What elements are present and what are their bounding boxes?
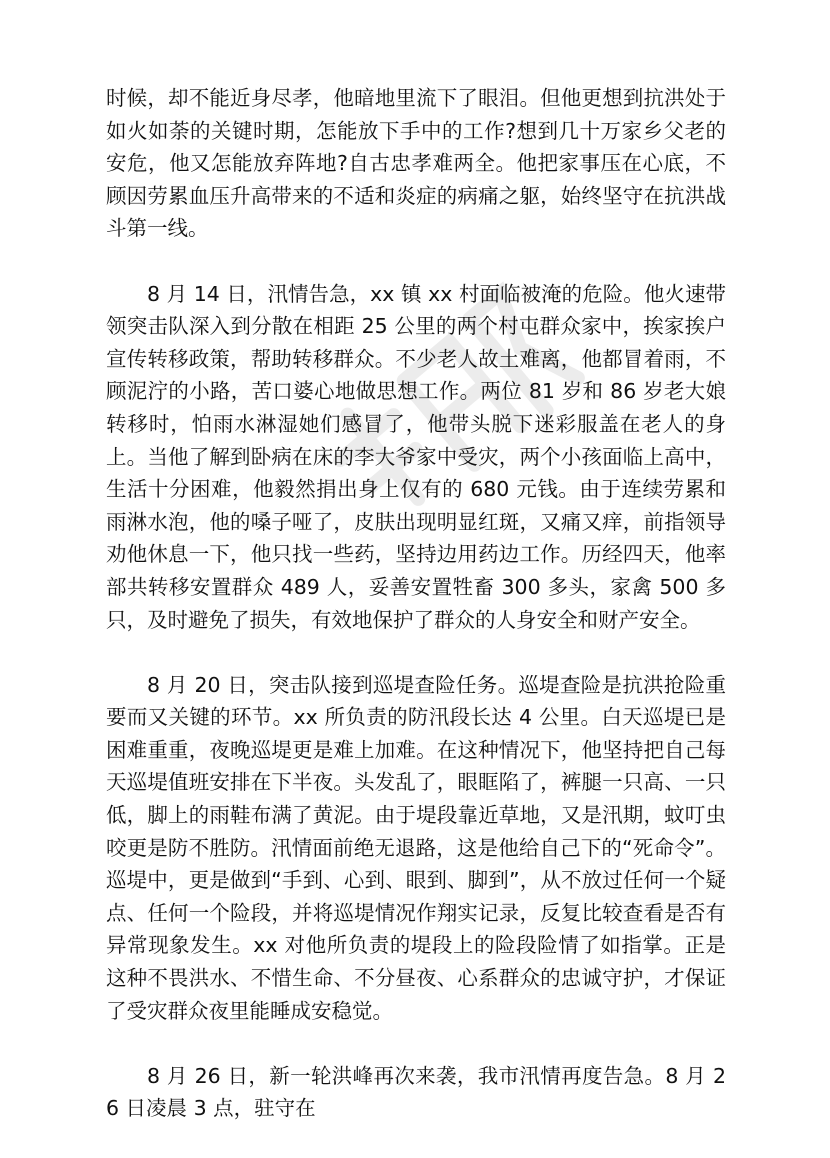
paragraph-3: 8 月 20 日，突击队接到巡堤查险任务。巡堤查险是抗洪抢险重要而又关键的环节。xx 所负责的防汛段长达 4 公里。白天巡堤已是困难重重，夜晚巡堤更是难上加难。在这种情况下，他坚持把自己每天巡堤值班安排在下半夜。头发乱了，眼眶陷了，裤腿一只高、一只低，脚上的雨鞋布满了黄泥。由于堤段靠近草地，又是汛期，蚊叮虫咬更是防不胜防。汛情面前绝无退路，这是他给自己下的“死命令”。巡堤中，更是做到“手到、心到、眼到、脚到”，从不放过任何一个疑点、任何一个险段，并将巡堤情况作翔实记录，反复比较查看是否有异常现象发生。xx 对他所负责的堤段上的险段险情了如指掌。正是这种不畏洪水、不惜生命、不分昼夜、心系群众的忠诚守护，才保证了受灾群众夜里能睡成安稳觉。	[106, 672, 726, 1023]
paragraph-4: 8 月 26 日，新一轮洪峰再次来袭，我市汛情再度告急。8 月 26 日凌晨 3 点，驻守在	[106, 1063, 726, 1121]
document-body	[106, 82, 726, 1158]
paragraph-1: 时候，却不能近身尽孝，他暗地里流下了眼泪。但他更想到抗洪处于如火如荼的关键时期，怎能放下手中的工作?想到几十万家乡父老的安危，他又怎能放弃阵地?自古忠孝难两全。他把家事压在心底，不顾因劳累血压升高带来的不适和炎症的病痛之躯，始终坚守在抗洪战斗第一线。	[106, 86, 726, 241]
paragraph-2: 8 月 14 日，汛情告急，xx 镇 xx 村面临被淹的危险。他火速带领突击队深入到分散在相距 25 公里的两个村屯群众家中，挨家挨户宣传转移政策，帮助转移群众。不少老人故土难离，他都冒着雨，不顾泥泞的小路，苦口婆心地做思想工作。两位 81 岁和 86 岁老大娘转移时，怕雨水淋湿她们感冒了，他带头脱下迷彩服盖在老人的身上。当他了解到卧病在床的李大爷家中受灾，两个小孩面临上高中，生活十分困难，他毅然捐出身上仅有的 680 元钱。由于连续劳累和雨淋水泡，他的嗓子哑了，皮肤出现明显红斑，又痛又痒，前指领导劝他休息一下，他只找一些药，坚持边用药边工作。历经四天，他率部共转移安置群众 489 人，妥善安置牲畜 300 多头，家禽 500 多只，及时避免了损失，有效地保护了群众的人身安全和财产安全。	[106, 281, 726, 632]
